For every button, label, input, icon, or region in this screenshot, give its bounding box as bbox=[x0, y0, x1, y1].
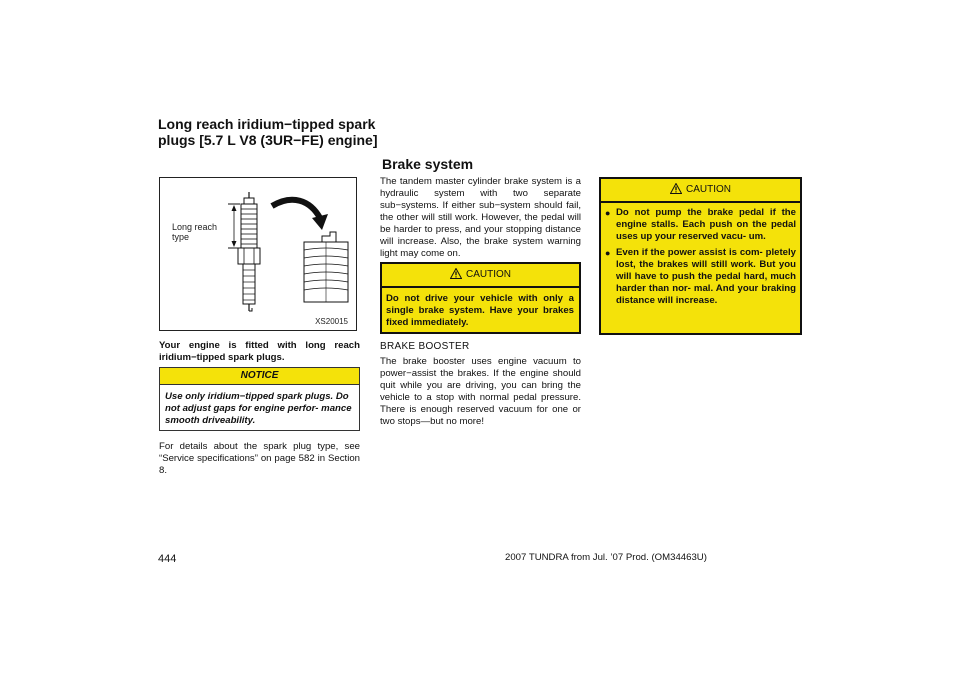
bullet-icon: ● bbox=[605, 248, 611, 258]
spark-plug-illustration bbox=[160, 178, 356, 330]
figure-label bbox=[172, 222, 217, 242]
caution-list-item-text: Do not pump the brake pedal if the engine stalls. Each push on the pedal uses up your reserved vacu- um. bbox=[616, 207, 796, 242]
brake-system-paragraph: The tandem master cylinder brake system is a hydraulic system with two separate sub−systems. If either sub−system should fail, the other will still work. However, the pedal will be harder to press, and your stopping distance will increase. Also, the brake system warning light may come on. bbox=[380, 176, 581, 259]
caution-list-item bbox=[605, 207, 796, 243]
caution-heading-text: CAUTION bbox=[686, 184, 731, 195]
section-title-brake-system: Brake system bbox=[382, 156, 474, 172]
brake-booster-heading: BRAKE BOOSTER bbox=[380, 341, 470, 352]
notice-body: Use only iridium−tipped spark plugs. Do not adjust gaps for engine perfor- mance smooth driveability. bbox=[165, 391, 352, 426]
caution-list bbox=[601, 203, 800, 307]
bullet-icon: ● bbox=[605, 208, 611, 218]
spark-plug-figure bbox=[159, 177, 357, 331]
caution-heading bbox=[601, 179, 800, 201]
page-number: 444 bbox=[158, 553, 177, 565]
warning-triangle-icon bbox=[450, 268, 462, 279]
warning-triangle-icon bbox=[670, 183, 682, 194]
notice-box bbox=[159, 367, 360, 431]
caution-list-item bbox=[605, 247, 796, 307]
caution-list-item-text: Even if the power assist is com- pletely lost, the brakes will still work. But you will have to push the pedal hard, much harder than nor- mal. And your braking distance will increase. bbox=[616, 247, 796, 306]
section-title-spark-plugs: Long reach iridium−tipped spark plugs [5.7 L V8 (3UR−FE) engine] bbox=[158, 116, 378, 148]
intro-paragraph: Your engine is fitted with long reach iridium−tipped spark plugs. bbox=[159, 340, 360, 363]
caution-box-pedal bbox=[599, 177, 802, 335]
caution-body: Do not drive your vehicle with only a single brake system. Have your brakes fixed immediately. bbox=[386, 293, 574, 328]
details-paragraph: For details about the spark plug type, see “Service specifications” on page 582 in Section 8. bbox=[159, 441, 360, 476]
caution-heading-text: CAUTION bbox=[466, 269, 511, 280]
notice-heading: NOTICE bbox=[160, 368, 359, 385]
caution-heading bbox=[382, 264, 579, 286]
caution-box-brakes bbox=[380, 262, 581, 334]
figure-label-line2: type bbox=[172, 232, 190, 242]
brake-booster-paragraph: The brake booster uses engine vacuum to power−assist the brakes. If the engine should quit while you are driving, you can bring the vehicle to a stop with normal pedal pressure. There is enough reserved vacuum for one or two stops—but no more! bbox=[380, 356, 581, 427]
figure-label-line1: Long reach bbox=[172, 222, 218, 232]
footer-edition: 2007 TUNDRA from Jul. ’07 Prod. (OM34463U) bbox=[505, 552, 707, 563]
figure-code: XS20015 bbox=[315, 317, 348, 326]
